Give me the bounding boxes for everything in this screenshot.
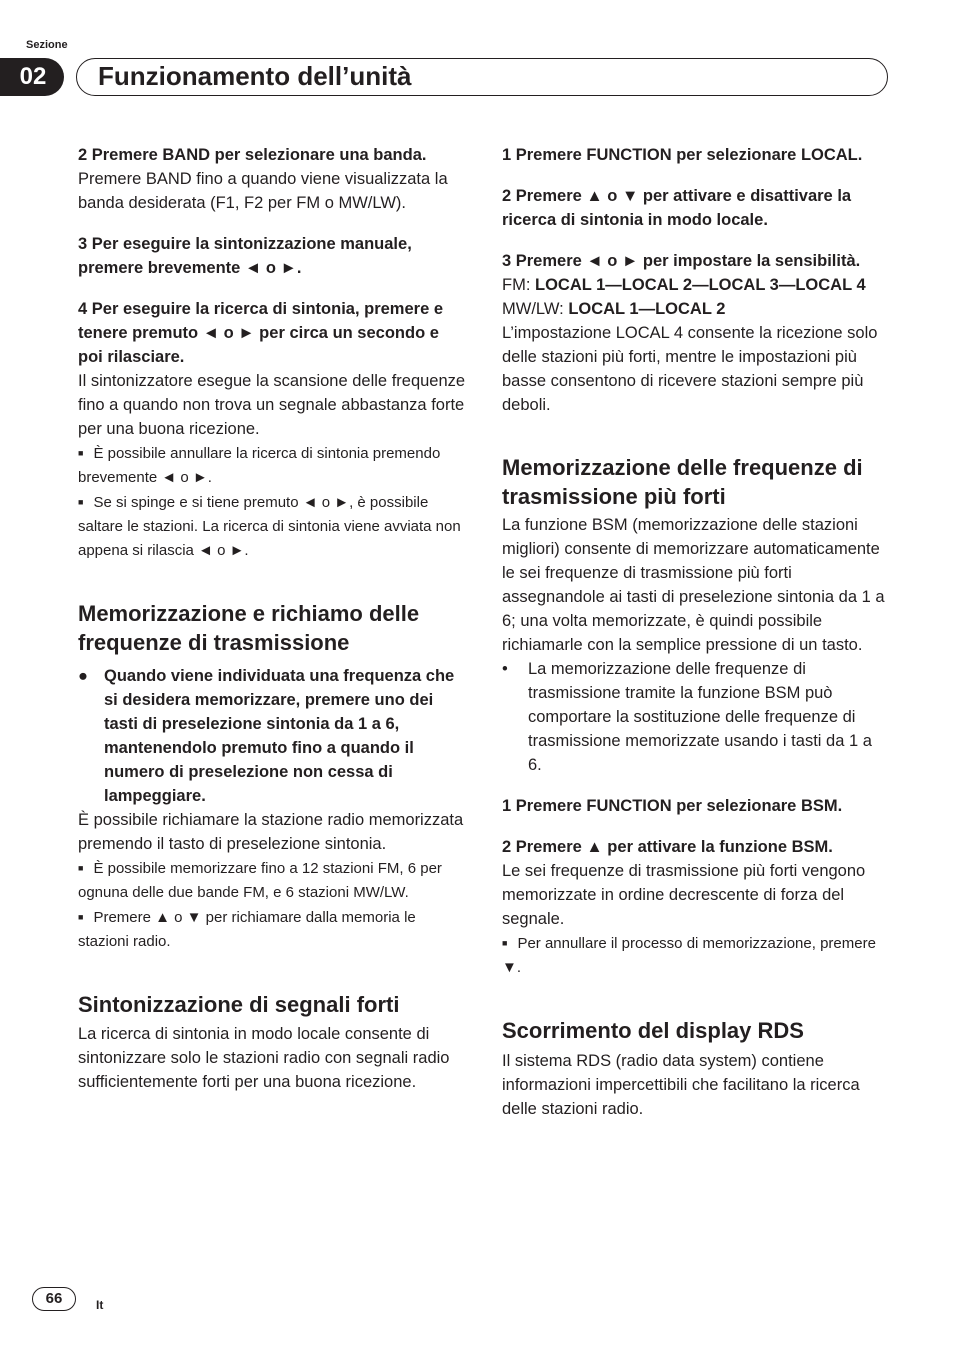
sensitivity-mw-line [502,297,890,321]
mw-values: LOCAL 1—LOCAL 2 [568,300,726,318]
fm-prefix: FM: [502,276,535,294]
page-number: 66 [32,1287,76,1311]
step-seek-tuning-body: Il sintonizzatore esegue la scansione delle frequenze fino a quando non trova un segnale abbastanza forte per una buona ricezione. [78,372,466,438]
bsm-body: La funzione BSM (memorizzazione delle stazioni migliori) consente di memorizzare automaticamente le sei frequenze di trasmissione più forti assegnandole ai tasti di preselezione sintonia da 1 a 6; una volta memorizzate, è quindi possibile richiamarle con la semplice pressione di un tasto. [502,516,885,654]
step-seek-tuning-title: 4 Per eseguire la ricerca di sintonia, premere e tenere premuto ◄ o ► per circa un secondo e poi rilasciare. [78,300,444,366]
step-local-select-title: 1 Premere FUNCTION per selezionare LOCAL. [502,146,863,164]
heading-rds: Scorrimento del display RDS [502,1018,804,1043]
section-label: Sezione [26,39,68,51]
step-bsm-select-title: 1 Premere FUNCTION per selezionare BSM. [502,797,843,815]
step-manual-tuning-title: 3 Per eseguire la sintonizzazione manuale, premere brevemente ◄ o ►. [78,235,412,277]
bsm-activate-body: Le sei frequenze di trasmissione più forti vengono memorizzate in ordine decrescente di forza del segnale. [502,862,866,928]
step-band-body: Premere BAND fino a quando viene visualizzata la banda desiderata (F1, F2 per FM o MW/LW). [78,170,448,212]
rds-body: Il sistema RDS (radio data system) contiene informazioni impercettibili che facilitano la ricerca delle stazioni radio. [502,1052,860,1118]
bsm-bullet-item [502,657,890,777]
memorize-body: È possibile richiamare la stazione radio memorizzata premendo il tasto di preselezione sintonia. [78,811,464,853]
fm-values: LOCAL 1—LOCAL 2—LOCAL 3—LOCAL 4 [535,276,866,294]
sensitivity-body: L’impostazione LOCAL 4 consente la ricezione solo delle stazioni più forti, mentre le impostazioni più basse consentono di ricevere stazioni sempre più deboli. [502,324,878,414]
note-recall-memory: ■ Premere ▲ o ▼ per richiamare dalla memoria le stazioni radio. [78,905,466,954]
language-code: It [96,1298,104,1312]
note-memory-capacity: ■ È possibile memorizzare fino a 12 stazioni FM, 6 per ognuna delle due bande FM, e 6 stazioni MW/LW. [78,856,466,905]
step-sensitivity-title: 3 Premere ◄ o ► per impostare la sensibilità. [502,252,861,270]
heading-memorize-recall: Memorizzazione e richiamo delle frequenze di trasmissione [78,601,420,655]
left-column [78,143,466,1094]
memorize-step-text: Quando viene individuata una frequenza che si desidera memorizzare, premere uno dei tasti di preselezione sintonia da 1 a 6, mantenendolo premuto fino a quando il numero di preselezione non cessa di lampeggiare. [104,667,455,805]
note-cancel-seek: ■ È possibile annullare la ricerca di sintonia premendo brevemente ◄ o ►. [78,441,466,490]
heading-bsm: Memorizzazione delle frequenze di trasmissione più forti [502,455,863,509]
strong-signals-body: La ricerca di sintonia in modo locale consente di sintonizzare solo le stazioni radio con segnali radio sufficientemente forti per una buona ricezione. [78,1025,450,1091]
step-band-title: 2 Premere BAND per selezionare una banda. [78,146,427,164]
right-column [502,143,890,1121]
heading-strong-signals: Sintonizzazione di segnali forti [78,992,400,1017]
bullet-icon: • [502,660,508,678]
note-cancel-bsm: ■ Per annullare il processo di memorizzazione, premere ▼. [502,931,890,980]
section-title: Funzionamento dell’unità [98,61,412,91]
section-number-badge: 02 [0,58,64,96]
bsm-bullet-text: La memorizzazione delle frequenze di trasmissione tramite la funzione BSM può comportare la sostituzione delle frequenze di trasmissione memorizzate usando i tasti da 1 a 6. [528,660,872,774]
sensitivity-fm-line [502,273,890,297]
step-local-toggle-title: 2 Premere ▲ o ▼ per attivare e disattivare la ricerca di sintonia in modo locale. [502,187,852,229]
memorize-step [78,664,466,808]
step-bsm-activate-title: 2 Premere ▲ per attivare la funzione BSM. [502,838,833,856]
note-skip-stations: ■ Se si spinge e si tiene premuto ◄ o ►, è possibile saltare le stazioni. La ricerca di sintonia viene avviata non appena si rilascia ◄ o ►. [78,490,466,563]
bullet-icon: ● [78,667,88,685]
mw-prefix: MW/LW: [502,300,569,318]
